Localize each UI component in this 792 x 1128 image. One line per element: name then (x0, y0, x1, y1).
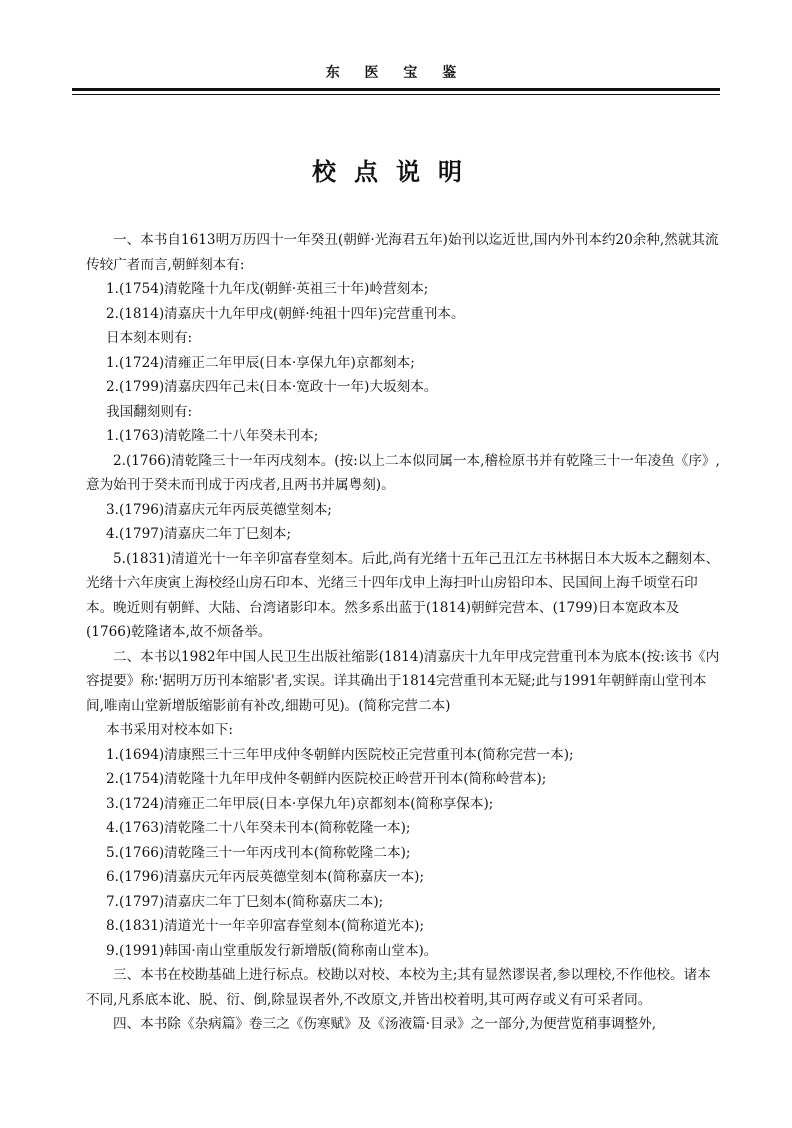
paragraph: 4.(1763)清乾隆二十八年癸未刊本(简称乾隆一本); (106, 820, 411, 836)
body-text (86, 228, 722, 1037)
paragraph: 2.(1814)清嘉庆十九年甲戌(朝鲜·纯祖十四年)完营重刊本。 (106, 305, 465, 322)
paragraph: 7.(1797)清嘉庆二年丁巳刻本(简称嘉庆二本); (106, 893, 384, 910)
paragraph: 三、本书在校勘基础上进行标点。校勘以对校、本校为主;其有显然谬误者,参以理校,不作他校。诸本不同,凡系底本讹、脱、衍、倒,除显误者外,不改原文,并皆出校着明,其可两存或义有可采者同。 (86, 967, 711, 1008)
paragraph: 5.(1766)清乾隆三十一年丙戌刊本(简称乾隆二本); (106, 844, 411, 861)
header-rule-thin (72, 94, 720, 95)
paragraph: 5.(1831)清道光十一年辛卯富春堂刻本。后此,尚有光绪十五年己丑江左书林据日本大坂本之翻刻本、光绪十六年庚寅上海校经山房石印本、光绪三十四年戊申上海扫叶山房铅印本、民国间上海千顷堂石印本。晚近则有朝鲜、大陆、台湾诸影印本。然多系出蓝于(1814)朝鲜完营本、(1799)日本宽政本及(1766)乾隆诸本,故不烦备举。 (86, 550, 720, 640)
paragraph: 3.(1724)清雍正二年甲辰(日本·享保九年)京都刻本(简称享保本); (106, 795, 494, 812)
paragraph: 4.(1797)清嘉庆二年丁巳刻本; (106, 526, 292, 542)
page-title: 校点说明 (312, 157, 480, 186)
paragraph: 8.(1831)清道光十一年辛卯富春堂刻本(简称道光本); (106, 918, 425, 934)
paragraph: 1.(1694)清康熙三十三年甲戌仲冬朝鲜内医院校正完营重刊本(简称完营一本); (106, 746, 574, 763)
paragraph: 2.(1799)清嘉庆四年己未(日本·宽政十一年)大坂刻本。 (106, 379, 438, 395)
paragraph: 2.(1766)清乾隆三十一年丙戌刻本。(按:以上二本似同属一本,稽检原书并有乾隆三十一年凌鱼《序》,意为始刊于癸未而刊成于丙戌者,且两书并属粤刻)。 (86, 452, 720, 493)
paragraph: 1.(1724)清雍正二年甲辰(日本·享保九年)京都刻本; (106, 354, 415, 371)
running-head: 东 医 宝 鉴 (325, 65, 467, 81)
paragraph: 1.(1763)清乾隆二十八年癸未刊本; (106, 428, 319, 444)
paragraph: 我国翻刻则有: (106, 403, 193, 420)
paragraph: 1.(1754)清乾隆十九年戊(朝鲜·英祖三十年)岭营刻本; (106, 281, 429, 297)
paragraph: 本书采用对校本如下: (106, 722, 233, 738)
paragraph: 一、本书自1613明万历四十一年癸丑(朝鲜·光海君五年)始刊以迄近世,国内外刊本约20余种,然就其流传较广者而言,朝鲜刻本有: (86, 232, 719, 273)
paragraph: 9.(1991)韩国·南山堂重版发行新增版(简称南山堂本)。 (106, 942, 438, 959)
paragraph: 6.(1796)清嘉庆元年丙辰英德堂刻本(简称嘉庆一本); (106, 869, 425, 885)
paragraph: 四、本书除《杂病篇》卷三之《伤寒赋》及《汤液篇·目录》之一部分,为便营览稍事调整外, (113, 1016, 657, 1032)
paragraph: 二、本书以1982年中国人民卫生出版社缩影(1814)清嘉庆十九年甲戌完营重刊本为底本(按:该书《内容提要》称:'据明万历刊本缩影'者,实误。详其确出于1814完营重刊本无疑;此与1991年朝鲜南山堂刊本间,唯南山堂新增版缩影前有补改,细勘可见)。(简称完营二本) (86, 648, 720, 714)
paragraph: 3.(1796)清嘉庆元年丙辰英德堂刻本; (106, 501, 332, 518)
header-rule-thick (72, 88, 720, 91)
paragraph: 日本刻本则有: (106, 330, 193, 346)
paragraph: 2.(1754)清乾隆十九年甲戌仲冬朝鲜内医院校正岭营开刊本(简称岭营本); (106, 771, 547, 787)
